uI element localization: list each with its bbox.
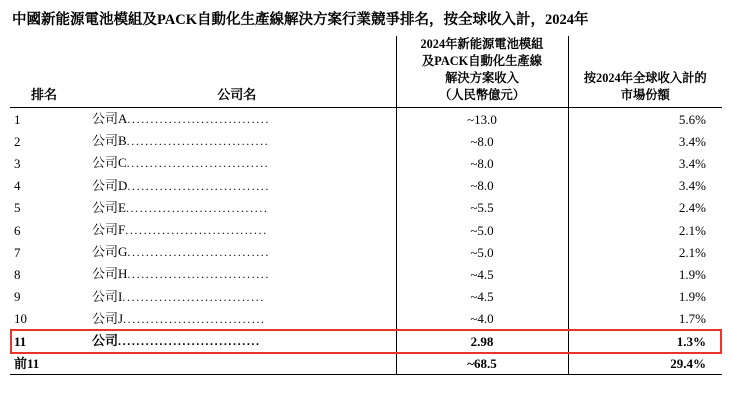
leader-dots: ............................... bbox=[125, 200, 269, 215]
table-row-total bbox=[10, 353, 722, 375]
cell-rank: 2 bbox=[14, 133, 21, 149]
cell-revenue: ~8.0 bbox=[396, 175, 568, 197]
competition-ranking-table bbox=[10, 36, 722, 374]
table-body bbox=[10, 108, 722, 375]
cell-rank: 10 bbox=[14, 311, 27, 327]
table-header bbox=[10, 36, 722, 108]
leader-dots: ............................... bbox=[127, 112, 270, 126]
cell-company-total bbox=[78, 353, 396, 375]
cell-share: 5.6% bbox=[568, 108, 722, 131]
table-bottom-rule bbox=[10, 374, 722, 375]
table-row-highlighted bbox=[10, 330, 722, 353]
column-header-revenue-line-2: 及PACK自動化生產線 bbox=[421, 54, 542, 68]
company-name: 公司J bbox=[92, 310, 124, 326]
cell-revenue: 2.98 bbox=[396, 330, 568, 353]
table-row bbox=[10, 197, 722, 219]
table-row bbox=[10, 152, 722, 174]
column-header-company: 公司名 bbox=[78, 36, 396, 108]
leader-dots: ............................... bbox=[125, 223, 268, 238]
cell-company bbox=[78, 286, 396, 308]
cell-company bbox=[78, 152, 396, 174]
column-header-revenue bbox=[396, 36, 568, 108]
cell-rank: 5 bbox=[14, 200, 21, 216]
cell-revenue: ~4.5 bbox=[396, 263, 568, 285]
table-row bbox=[10, 108, 722, 131]
table-row bbox=[10, 241, 722, 263]
cell-company bbox=[78, 197, 396, 219]
cell-revenue: ~5.5 bbox=[396, 197, 568, 219]
cell-revenue-total: ~68.5 bbox=[396, 353, 568, 375]
cell-rank: 8 bbox=[14, 266, 21, 282]
cell-share-total: 29.4% bbox=[568, 353, 722, 375]
leader-dots: ............................... bbox=[127, 267, 270, 282]
cell-share: 1.3% bbox=[568, 330, 722, 353]
company-name: 公司F bbox=[92, 222, 126, 238]
column-header-share bbox=[568, 36, 722, 108]
cell-share: 1.9% bbox=[568, 263, 722, 285]
cell-rank: 7 bbox=[14, 244, 21, 260]
leader-dots: ............................... bbox=[122, 289, 265, 304]
table-row bbox=[10, 130, 722, 152]
table-row bbox=[10, 219, 722, 241]
table-row bbox=[10, 263, 722, 285]
company-name: 公司G bbox=[92, 244, 128, 260]
leader-dots: ............................... bbox=[118, 334, 261, 349]
cell-share: 1.7% bbox=[568, 308, 722, 330]
table-row bbox=[10, 286, 722, 308]
cell-company bbox=[78, 330, 396, 353]
cell-company bbox=[78, 130, 396, 152]
cell-share: 2.4% bbox=[568, 197, 722, 219]
company-name: 公司B bbox=[92, 133, 127, 149]
company-name: 公司 bbox=[92, 333, 119, 349]
cell-rank: 9 bbox=[14, 289, 21, 305]
cell-company bbox=[78, 175, 396, 197]
column-header-revenue-line-1: 2024年新能源電池模組 bbox=[420, 37, 544, 51]
table-row bbox=[10, 308, 722, 330]
company-name: 公司H bbox=[92, 266, 128, 282]
cell-company bbox=[78, 219, 396, 241]
cell-share: 3.4% bbox=[568, 130, 722, 152]
cell-company bbox=[78, 263, 396, 285]
cell-revenue: ~4.5 bbox=[396, 286, 568, 308]
company-name: 公司D bbox=[92, 177, 128, 193]
cell-share: 3.4% bbox=[568, 152, 722, 174]
cell-revenue: ~4.0 bbox=[396, 308, 568, 330]
column-header-share-line-1: 按2024年全球收入計的 bbox=[583, 71, 707, 85]
company-name: 公司C bbox=[92, 155, 127, 171]
leader-dots: ............................... bbox=[126, 134, 270, 149]
cell-revenue: ~13.0 bbox=[396, 108, 568, 131]
leader-dots: ............................... bbox=[127, 245, 270, 260]
cell-rank: 1 bbox=[14, 111, 21, 127]
table-row bbox=[10, 175, 722, 197]
cell-share: 1.9% bbox=[568, 286, 722, 308]
cell-revenue: ~5.0 bbox=[396, 219, 568, 241]
column-header-share-line-2: 市場份額 bbox=[620, 88, 670, 102]
cell-revenue: ~5.0 bbox=[396, 241, 568, 263]
company-name: 公司E bbox=[92, 199, 126, 215]
column-header-revenue-line-3: 解決方案收入 bbox=[445, 71, 519, 85]
company-name: 公司A bbox=[92, 111, 128, 126]
leader-dots: ............................... bbox=[127, 178, 270, 193]
cell-company bbox=[78, 241, 396, 263]
column-header-revenue-line-4: （人民幣億元） bbox=[438, 88, 526, 102]
cell-rank: 3 bbox=[14, 155, 21, 171]
company-name: 公司I bbox=[92, 288, 123, 304]
cell-company bbox=[78, 108, 396, 131]
cell-revenue: ~8.0 bbox=[396, 130, 568, 152]
cell-share: 2.1% bbox=[568, 219, 722, 241]
cell-rank: 4 bbox=[14, 178, 21, 194]
cell-share: 2.1% bbox=[568, 241, 722, 263]
page-title: 中國新能源電池模組及PACK自動化生產線解決方案行業競爭排名，按全球收入計，2024年 bbox=[12, 12, 589, 28]
cell-revenue: ~8.0 bbox=[396, 152, 568, 174]
leader-dots: ............................... bbox=[123, 311, 266, 326]
column-header-rank: 排名 bbox=[10, 36, 78, 108]
cell-share: 3.4% bbox=[568, 175, 722, 197]
leader-dots: ............................... bbox=[126, 156, 270, 171]
table-header-row bbox=[10, 36, 722, 108]
cell-rank: 6 bbox=[14, 222, 21, 238]
cell-rank: 11 bbox=[14, 333, 27, 349]
cell-rank-total: 前11 bbox=[10, 353, 78, 375]
cell-company bbox=[78, 308, 396, 330]
